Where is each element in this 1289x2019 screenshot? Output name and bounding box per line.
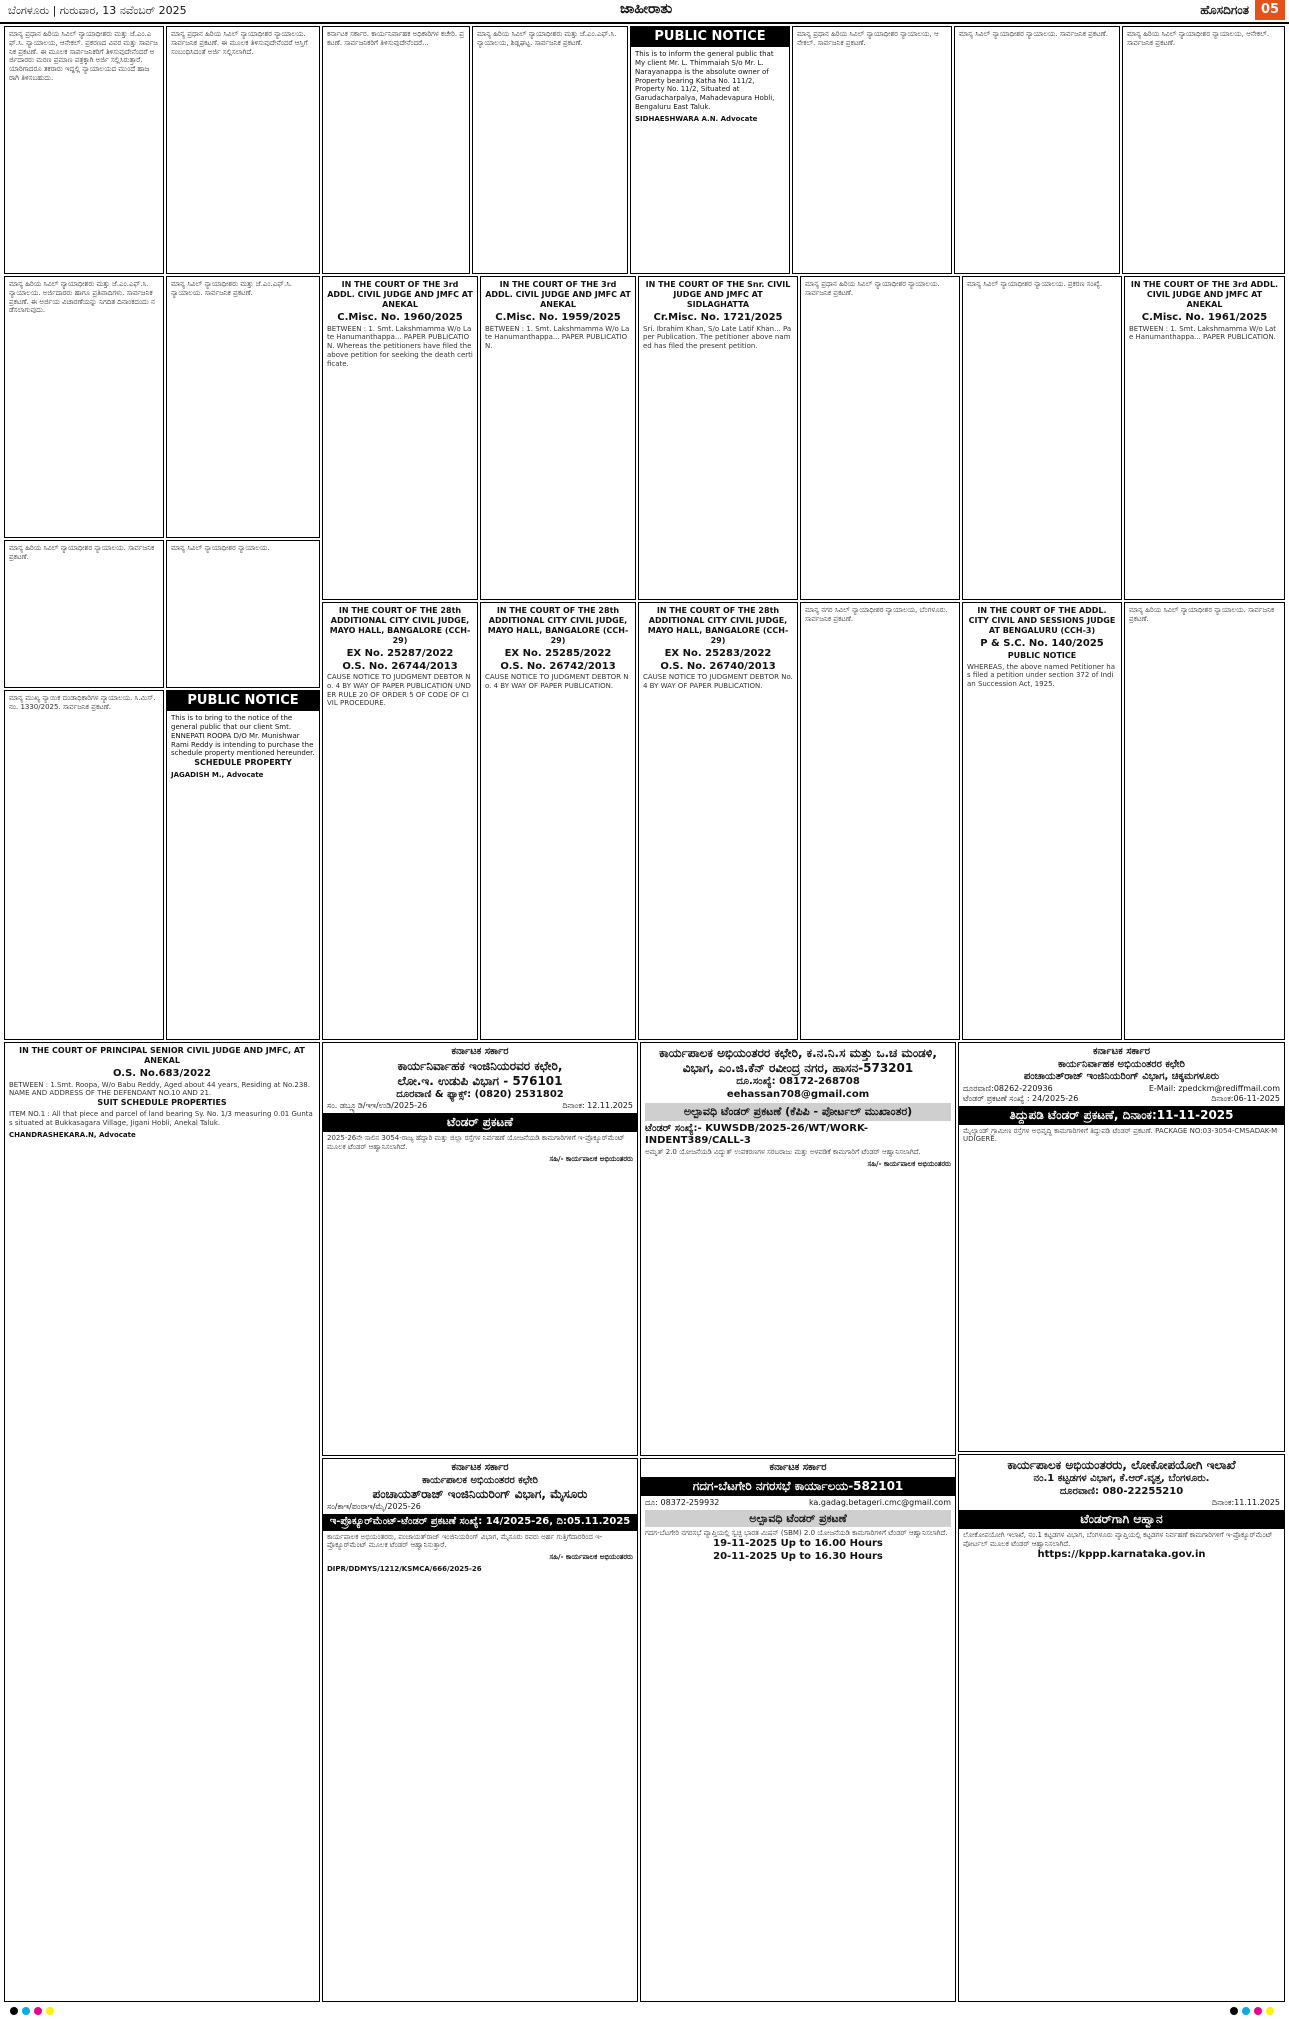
court-notice-5-schedule: SUIT SCHEDULE PROPERTIES xyxy=(97,1098,227,1107)
registration-dot xyxy=(46,2007,54,2015)
court-notice-5: IN THE COURT OF PRINCIPAL SENIOR CIVIL JUDGE AND JMFC, AT ANEKAL O.S. No.683/2022 BETWEEN : 1.Smt. Roopa, W/o Babu Reddy, Aged about 44 years, Residing at No.238. NAME AND ADDRESS OF THE DEFENDANT NO.10 AND 21. SUIT SCHEDULE PROPERTIES ITEM NO.1 : All that piece and parcel of land bearing Sy. No. 1/3 measuring 0.01 Guntas situated at Bukkasagara Village, Jigani Hobli, Anekal Taluk. CHANDRASHEKARA.N, Advocate xyxy=(4,1042,320,2002)
tender-2-signature: ಸಹಿ/- ಕಾರ್ಯಪಾಲಕ ಅಭಿಯಂತರರು xyxy=(867,1159,951,1168)
execution-notice-2-title: IN THE COURT OF THE 28th ADDITIONAL CITY CIVIL JUDGE, MAYO HALL, BANGALORE (CCH-29) xyxy=(487,606,629,645)
registration-dot xyxy=(1266,2007,1274,2015)
court-notice-3: IN THE COURT OF THE Snr. CIVIL JUDGE AND JMFC AT SIDLAGHATTA Cr.Misc. No. 1721/2025 Sri. Ibrahim Khan, S/o Late Latif Khan... Paper Publication. The petitioner above named has filed the present petition. xyxy=(638,276,798,600)
tender-5-email: E-Mail: zpedckm@rediffmail.com xyxy=(1148,1083,1280,1093)
execution-notice-3-title: IN THE COURT OF THE 28th ADDITIONAL CITY CIVIL JUDGE, MAYO HALL, BANGALORE (CCH-29) xyxy=(647,606,789,645)
tender-2-email: eehassan708@gmail.com xyxy=(726,1088,870,1100)
public-notice-1-title: PUBLIC NOTICE xyxy=(631,27,789,47)
public-notice-1-signature: SIDHAESHWARA A.N. Advocate xyxy=(635,114,758,123)
tender-4-date-2: 20-11-2025 Up to 16.30 Hours xyxy=(713,1550,883,1562)
court-notice-1-case: C.Misc. No. 1960/2025 xyxy=(337,312,463,323)
public-notice-2-schedule: SCHEDULE PROPERTY xyxy=(194,758,292,767)
public-notice-2-body: This is to bring to the notice of the general public that our client Smt. ENNEPATI ROOPA D/O Mr. Munishwar Rami Reddy is intending to purchase the schedule property mentioned hereunder. xyxy=(171,714,315,758)
execution-notice-3: IN THE COURT OF THE 28th ADDITIONAL CITY CIVIL JUDGE, MAYO HALL, BANGALORE (CCH-29) EX No. 25283/2022 O.S. No. 26740/2013 CAUSE NOTICE TO JUDGMENT DEBTOR No. 4 BY WAY OF PAPER PUBLICATION. xyxy=(638,602,798,1040)
execution-notice-2-os: O.S. No. 26742/2013 xyxy=(500,660,616,672)
execution-notice-3-case: EX No. 25283/2022 xyxy=(664,648,772,659)
tender-3-ref: ಸಂ/ಕಾಇ/ಪಂರಾಇ/ಮೈ/2025-26 xyxy=(327,1502,421,1511)
execution-notice-1-title: IN THE COURT OF THE 28th ADDITIONAL CITY CIVIL JUDGE, MAYO HALL, BANGALORE (CCH-29) xyxy=(329,606,471,645)
tender-6-dept: ನಂ.1 ಕಟ್ಟಡಗಳ ವಿಭಾಗ, ಕೆ.ಆರ್.ವೃತ್ತ, ಬೆಂಗಳೂರು. xyxy=(1033,1473,1210,1484)
kannada-notice-8: ಮಾನ್ಯ ಸಿವಿಲ್ ನ್ಯಾಯಾಧೀಶರ ನ್ಯಾಯಾಲಯ. ಸಾರ್ವಜನಿಕ ಪ್ರಕಟಣೆ. xyxy=(954,26,1120,274)
kannada-notice-6: ಮಾನ್ಯ ಹಿರಿಯ ಸಿವಿಲ್ ನ್ಯಾಯಾಧೀಶರು ಮತ್ತು ಜೆ.ಎಂ.ಎಫ್.ಸಿ. ನ್ಯಾಯಾಲಯ, ಶಿಡ್ಲಘಟ್ಟ. ಸಾರ್ವಜನಿಕ ಪ್ರಕಟಣೆ. xyxy=(472,26,628,274)
tender-2-number: ಟೆಂಡರ್ ಸಂಖ್ಯೆ:- KUWSDB/2025-26/WT/WORK-INDENT389/CALL-3 xyxy=(645,1122,869,1147)
court-notice-3-case: Cr.Misc. No. 1721/2025 xyxy=(653,312,783,323)
tender-4-email: ka.gadag.betageri.cmc@gmail.com xyxy=(808,1497,951,1507)
execution-notice-3-os: O.S. No. 26740/2013 xyxy=(660,660,776,672)
court-notice-5-signature: CHANDRASHEKARA.N, Advocate xyxy=(9,1130,136,1139)
tender-1-dept: ಲೋ.ಇ. ಉಡುಪಿ ವಿಭಾಗ - 576101 xyxy=(397,1073,563,1088)
page-number: 05 xyxy=(1255,0,1285,20)
court-notice-5-title: IN THE COURT OF PRINCIPAL SENIOR CIVIL JUDGE AND JMFC, AT ANEKAL xyxy=(19,1046,305,1065)
tender-4-org: ಕರ್ನಾಟಕ ಸರ್ಕಾರ xyxy=(769,1462,827,1473)
tender-6-portal: https://kppp.karnataka.gov.in xyxy=(1037,1548,1206,1560)
tender-3-dept: ಪಂಚಾಯತ್‌ರಾಜ್ ಇಂಜಿನಿಯರಿಂಗ್ ವಿಭಾಗ, ಮೈಸೂರು xyxy=(372,1487,588,1501)
tender-1-signature: ಸಹಿ/- ಕಾರ್ಯಪಾಲಕ ಅಭಿಯಂತರರು xyxy=(549,1154,633,1163)
court-notice-5-case: O.S. No.683/2022 xyxy=(113,1068,211,1079)
section-title: ಜಾಹೀರಾತು xyxy=(620,1,673,17)
public-notice-2 xyxy=(166,690,320,1040)
tender-5-office: ಕಾರ್ಯನಿರ್ವಾಹಕ ಅಭಿಯಂತರರ ಕಛೇರಿ xyxy=(1058,1058,1185,1070)
execution-notice-1-os: O.S. No. 26744/2013 xyxy=(342,660,458,672)
tender-2-phone: ದೂ.ಸಂಖ್ಯೆ: 08172-268708 xyxy=(736,1076,860,1087)
tender-notice-5: ಕರ್ನಾಟಕ ಸರ್ಕಾರ ಕಾರ್ಯನಿರ್ವಾಹಕ ಅಭಿಯಂತರರ ಕಛೇರಿ ಪಂಚಾಯತ್‌ರಾಜ್ ಇಂಜಿನಿಯರಿಂಗ್ ವಿಭಾಗ, ಚಿಕ್ಕಮಗಳೂರು ದೂರವಾಣಿ:08262-220936 E-Mail: zpedckm@rediffmail.com ಟೆಂಡರ್ ಪ್ರಕಟಣೆ ಸಂಖ್ಯೆ : 24/2025-26 ದಿನಾಂಕ:06-11-2025 ತಿದ್ದುಪಡಿ ಟೆಂಡರ್ ಪ್ರಕಟಣೆ, ದಿನಾಂಕ:11-11-2025 ಮೈಲ್ಯಾಂಡ್ ಗ್ರಾಮೀಣ ರಸ್ತೆಗಳ ಅಭಿವೃದ್ಧಿ ಕಾಮಗಾರಿಗಳಿಗೆ ತಿದ್ದುಪಡಿ ಟೆಂಡರ್ ಪ್ರಕಟಣೆ. PACKAGE NO:03-3054-CMSADAK-MUDIGERE. xyxy=(958,1042,1285,1452)
court-notice-6: IN THE COURT OF THE ADDL. CITY CIVIL AND SESSIONS JUDGE AT BENGALURU (CCH-3) P & S.C. No. 140/2025 PUBLIC NOTICE WHEREAS, the above named Petitioner has filed a petition under section 372 of Indian Succession Act, 1925. xyxy=(962,602,1122,1040)
registration-dot xyxy=(10,2007,18,2015)
tender-1-office: ಕಾರ್ಯನಿರ್ವಾಹಕ ಇಂಜಿನಿಯರವರ ಕಛೇರಿ, xyxy=(397,1058,563,1073)
tender-notice-3: ಕರ್ನಾಟಕ ಸರ್ಕಾರ ಕಾರ್ಯಪಾಲಕ ಅಭಿಯಂತರರ ಕಛೇರಿ ಪಂಚಾಯತ್‌ರಾಜ್ ಇಂಜಿನಿಯರಿಂಗ್ ವಿಭಾಗ, ಮೈಸೂರು ಸಂ/ಕಾಇ/ಪಂರಾಇ/ಮೈ/2025-26 ಇ-ಪ್ರೊಕ್ಯೂರ್‌ಮೆಂಟ್-ಟೆಂಡರ್ ಪ್ರಕಟಣೆ ಸಂಖ್ಯೆ: 14/2025-26, ದಿ:05.11.2025 ಕಾರ್ಯಪಾಲಕ ಅಭಿಯಂತರರು, ಪಂಚಾಯತ್‌ರಾಜ್ ಇಂಜಿನಿಯರಿಂಗ್ ವಿಭಾಗ, ಮೈಸೂರು ರವರು ಅರ್ಹ ಗುತ್ತಿಗೆದಾರರಿಂದ ಇ-ಪ್ರೊಕ್ಯೂರ್‌ಮೆಂಟ್ ಮೂಲಕ ಟೆಂಡರ್ ಆಹ್ವಾನಿಸುತ್ತಾರೆ. ಸಹಿ/- ಕಾರ್ಯಪಾಲಕ ಅಭಿಯಂತರರು DIPR/DDMYS/1212/KSMCA/666/2025-26 xyxy=(322,1458,638,2002)
tender-5-dept: ಪಂಚಾಯತ್‌ರಾಜ್ ಇಂಜಿನಿಯರಿಂಗ್ ವಿಭಾಗ, ಚಿಕ್ಕಮಗಳೂರು xyxy=(1023,1071,1220,1082)
tender-3-office: ಕಾರ್ಯಪಾಲಕ ಅಭಿಯಂತರರ ಕಛೇರಿ xyxy=(422,1474,538,1486)
registration-dot xyxy=(22,2007,30,2015)
kannada-notice-1: ಮಾನ್ಯ ಪ್ರಧಾನ ಹಿರಿಯ ಸಿವಿಲ್ ನ್ಯಾಯಾಧೀಶರು ಮತ್ತು ಜೆ.ಎಂ.ಎಫ್.ಸಿ. ನ್ಯಾಯಾಲಯ, ಆನೇಕಲ್. ಪ್ರಕರಣದ ವಿವರ ಮತ್ತು ಸಾರ್ವಜನಿಕ ಪ್ರಕಟಣೆ. ಈ ಮೂಲಕ ಸಾರ್ವಜನಿಕರಿಗೆ ತಿಳಿಸುವುದೇನೆಂದರೆ ಅರ್ಜಿದಾರರು ಮರಣ ಪ್ರಮಾಣ ಪತ್ರಕ್ಕಾಗಿ ಅರ್ಜಿ ಸಲ್ಲಿಸಿರುತ್ತಾರೆ. ಯಾರಿಗಾದರೂ ತಕರಾರು ಇದ್ದಲ್ಲಿ ನ್ಯಾಯಾಲಯದ ಮುಂದೆ ಹಾಜರಾಗಿ ತಿಳಿಸಬಹುದು. xyxy=(4,26,164,274)
registration-dot xyxy=(1230,2007,1238,2015)
tender-3-heading: ಇ-ಪ್ರೊಕ್ಯೂರ್‌ಮೆಂಟ್-ಟೆಂಡರ್ ಪ್ರಕಟಣೆ ಸಂಖ್ಯೆ: 14/2025-26, ದಿ:05.11.2025 xyxy=(323,1514,637,1531)
kannada-notice-2: ಮಾನ್ಯ ಹಿರಿಯ ಸಿವಿಲ್ ನ್ಯಾಯಾಧೀಶರು ಮತ್ತು ಜೆ.ಎಂ.ಎಫ್.ಸಿ. ನ್ಯಾಯಾಲಯ. ಅರ್ಜಿದಾರರು ಹಾಗೂ ಪ್ರತಿವಾದಿಗಳು. ಸಾರ್ವಜನಿಕ ಪ್ರಕಟಣೆ. ಈ ಅರ್ಜಿಯ ವಿಚಾರಣೆಯನ್ನು ನಿಗದಿತ ದಿನಾಂಕದಂದು ನಡೆಸಲಾಗುವುದು. xyxy=(4,276,164,538)
tender-1-date: ದಿನಾಂಕ: 12.11.2025 xyxy=(562,1101,633,1110)
court-notice-2-title: IN THE COURT OF THE 3rd ADDL. CIVIL JUDGE AND JMFC AT ANEKAL xyxy=(485,280,631,309)
court-notice-1: IN THE COURT OF THE 3rd ADDL. CIVIL JUDGE AND JMFC AT ANEKAL C.Misc. No. 1960/2025 BETWEEN : 1. Smt. Lakshmamma W/o Late Hanumanthappa... PAPER PUBLICATION. Whereas the petitioners have filed the above petition for seeking the death certificate. xyxy=(322,276,478,600)
tender-4-heading: ಅಲ್ಪಾವಧಿ ಟೆಂಡರ್ ಪ್ರಕಟಣೆ xyxy=(645,1510,951,1528)
tender-3-signature: ಸಹಿ/- ಕಾರ್ಯಪಾಲಕ ಅಭಿಯಂತರರು xyxy=(549,1553,633,1561)
court-notice-3-title: IN THE COURT OF THE Snr. CIVIL JUDGE AND JMFC AT SIDLAGHATTA xyxy=(645,280,791,309)
tender-3-code: DIPR/DDMYS/1212/KSMCA/666/2025-26 xyxy=(327,1564,482,1573)
kannada-notice-3: ಮಾನ್ಯ ಪ್ರಧಾನ ಹಿರಿಯ ಸಿವಿಲ್ ನ್ಯಾಯಾಧೀಶರ ನ್ಯಾಯಾಲಯ. ಸಾರ್ವಜನಿಕ ಪ್ರಕಟಣೆ. ಈ ಮೂಲಕ ತಿಳಿಸುವುದೇನೆಂದರೆ ಆಸ್ತಿಗೆ ಸಂಬಂಧಿಸಿದಂತೆ ಅರ್ಜಿ ಸಲ್ಲಿಸಲಾಗಿದೆ. xyxy=(166,26,320,274)
execution-notice-1: IN THE COURT OF THE 28th ADDITIONAL CITY CIVIL JUDGE, MAYO HALL, BANGALORE (CCH-29) EX No. 25287/2022 O.S. No. 26744/2013 CAUSE NOTICE TO JUDGMENT DEBTOR No. 4 BY WAY OF PAPER PUBLICATION UNDER RULE 20 OF ORDER 5 OF CODE OF CIVIL PROCEDURE. xyxy=(322,602,478,1040)
court-notice-4: IN THE COURT OF THE 3rd ADDL. CIVIL JUDGE AND JMFC AT ANEKAL C.Misc. No. 1961/2025 BETWEEN : 1. Smt. Lakshmamma W/o Late Hanumanthappa... PAPER PUBLICATION. xyxy=(1124,276,1285,600)
kannada-notice-7: ಮಾನ್ಯ ಪ್ರಧಾನ ಹಿರಿಯ ಸಿವಿಲ್ ನ್ಯಾಯಾಧೀಶರ ನ್ಯಾಯಾಲಯ, ಆನೇಕಲ್. ಸಾರ್ವಜನಿಕ ಪ್ರಕಟಣೆ. xyxy=(792,26,952,274)
brand-logo: ಹೊಸದಿಗಂತ xyxy=(1200,3,1249,17)
tender-2-heading: ಅಲ್ಪಾವಧಿ ಟೆಂಡರ್ ಪ್ರಕಟಣೆ (ಕೆಪಿಪಿ - ಪೋರ್ಟಲ್ ಮುಖಾಂತರ) xyxy=(645,1103,951,1121)
public-notice-2-title: PUBLIC NOTICE xyxy=(167,691,319,711)
tender-6-office: ಕಾರ್ಯಪಾಲಕ ಅಭಿಯಂತರರು, ಲೋಕೋಪಯೋಗಿ ಇಲಾಖೆ xyxy=(1007,1458,1236,1472)
kannada-notice-5: ಕರ್ನಾಟಕ ಸರ್ಕಾರ. ಕಾರ್ಯನಿರ್ವಾಹಕ ಅಧಿಕಾರಿಗಳ ಕಚೇರಿ. ಪ್ರಕಟಣೆ. ಸಾರ್ವಜನಿಕರಿಗೆ ತಿಳಿಸುವುದೇನೆಂದರೆ... xyxy=(322,26,470,274)
tender-5-org: ಕರ್ನಾಟಕ ಸರ್ಕಾರ xyxy=(1092,1046,1151,1057)
kannada-notice-11: ಮಾನ್ಯ ಸಿವಿಲ್ ನ್ಯಾಯಾಧೀಶರ ನ್ಯಾಯಾಲಯ. ಪ್ರಕರಣ ಸಂಖ್ಯೆ. xyxy=(962,276,1122,600)
execution-notice-1-case: EX No. 25287/2022 xyxy=(346,648,454,659)
court-notice-4-case: C.Misc. No. 1961/2025 xyxy=(1141,312,1268,323)
public-notice-1 xyxy=(630,26,790,274)
court-notice-2: IN THE COURT OF THE 3rd ADDL. CIVIL JUDGE AND JMFC AT ANEKAL C.Misc. No. 1959/2025 BETWEEN : 1. Smt. Lakshmamma W/o Late Hanumanthappa... PAPER PUBLICATION. xyxy=(480,276,636,600)
public-notice-2-signature: JAGADISH M., Advocate xyxy=(171,771,264,779)
tender-notice-6: ಕಾರ್ಯಪಾಲಕ ಅಭಿಯಂತರರು, ಲೋಕೋಪಯೋಗಿ ಇಲಾಖೆ ನಂ.1 ಕಟ್ಟಡಗಳ ವಿಭಾಗ, ಕೆ.ಆರ್.ವೃತ್ತ, ಬೆಂಗಳೂರು. ದೂರವಾಣಿ: 080-22255210 ದಿನಾಂಕ:11.11.2025 ಟೆಂಡರ್‌ಗಾಗಿ ಆಹ್ವಾನ ಲೋಕೋಪಯೋಗಿ ಇಲಾಖೆ, ನಂ.1 ಕಟ್ಟಡಗಳ ವಿಭಾಗ, ಬೆಂಗಳೂರು ವ್ಯಾಪ್ತಿಯಲ್ಲಿ ಕಟ್ಟಡಗಳ ನಿರ್ವಹಣೆ ಕಾಮಗಾರಿಗಳಿಗೆ ಇ-ಪ್ರೊಕ್ಯೂರ್‌ಮೆಂಟ್ ಪೋರ್ಟಲ್ ಮೂಲಕ ಟೆಂಡರ್ ಆಹ್ವಾನಿಸಲಾಗಿದೆ. https://kppp.karnataka.gov.in xyxy=(958,1454,1285,2002)
tender-5-phone: ದೂರವಾಣಿ:08262-220936 xyxy=(963,1083,1053,1093)
tender-2-office: ಕಾರ್ಯಪಾಲಕ ಅಭಿಯಂತರರ ಕಛೇರಿ, ಕ.ನ.ನಿ.ಸ ಮತ್ತು ಒ.ಚ ಮಂಡಳಿ, ವಿಭಾಗ, ಎಂ.ಜಿ.ಕೆನ್ ರವೀಂದ್ರ ನಗರ, ಹಾಸನ-573201 xyxy=(659,1046,937,1075)
tender-6-phone: ದೂರವಾಣಿ: 080-22255210 xyxy=(1059,1485,1184,1497)
tender-1-phone: ದೂರವಾಣಿ & ಫ್ಯಾಕ್ಸ್: (0820) 2531802 xyxy=(396,1088,564,1100)
kannada-notice-14: ಮಾನ್ಯ ಮುಖ್ಯ ನ್ಯಾಯಿಕ ದಂಡಾಧಿಕಾರಿಗಳ ನ್ಯಾಯಾಲಯ. ಸಿ.ಮಿಸ್. ನಂ. 1330/2025. ಸಾರ್ವಜನಿಕ ಪ್ರಕಟಣೆ. xyxy=(4,690,164,1040)
tender-6-date: ದಿನಾಂಕ:11.11.2025 xyxy=(1211,1498,1280,1507)
execution-notice-2-case: EX No. 25285/2022 xyxy=(504,648,612,659)
kannada-notice-9: ಮಾನ್ಯ ಹಿರಿಯ ಸಿವಿಲ್ ನ್ಯಾಯಾಧೀಶರ ನ್ಯಾಯಾಲಯ, ಆನೇಕಲ್. ಸಾರ್ವಜನಿಕ ಪ್ರಕಟಣೆ. xyxy=(1122,26,1285,274)
tender-notice-4: ಕರ್ನಾಟಕ ಸರ್ಕಾರ ಗದಗ-ಬೆಟಗೇರಿ ನಗರಸಭೆ ಕಾರ್ಯಾಲಯ-582101 ದೂ: 08372-259932 ka.gadag.betageri.cmc@gmail.com ಅಲ್ಪಾವಧಿ ಟೆಂಡರ್ ಪ್ರಕಟಣೆ ಗದಗ-ಬೆಟಗೇರಿ ನಗರಸಭೆ ವ್ಯಾಪ್ತಿಯಲ್ಲಿ ಸ್ವಚ್ಛ ಭಾರತ ಮಿಷನ್ (SBM) 2.0 ಯೋಜನೆಯಡಿ ಕಾಮಗಾರಿಗಳಿಗೆ ಟೆಂಡರ್ ಆಹ್ವಾನಿಸಲಾಗಿದೆ. 19-11-2025 Up to 16.00 Hours 20-11-2025 Up to 16.30 Hours xyxy=(640,1458,956,2002)
public-notice-1-body: This is to inform the general public that My client Mr. L. Thimmaiah S/o Mr. L. Narayanappa is the absolute owner of Property bearing Katha No. 111/2, Property No. 11/2, Situated at Garudacharpalya, Mahadevapura Hobli, Bengaluru East Taluk. xyxy=(635,50,775,111)
tender-notice-1: ಕರ್ನಾಟಕ ಸರ್ಕಾರ ಕಾರ್ಯನಿರ್ವಾಹಕ ಇಂಜಿನಿಯರವರ ಕಛೇರಿ, ಲೋ.ಇ. ಉಡುಪಿ ವಿಭಾಗ - 576101 ದೂರವಾಣಿ & ಫ್ಯಾಕ್ಸ್: (0820) 2531802 ಸಂ. ಡಬ್ಲ್ಯೂಡಿ/ಇಇ/ಉಡಿ/2025-26 ದಿನಾಂಕ: 12.11.2025 ಟೆಂಡರ್ ಪ್ರಕಟಣೆ 2025-26ನೇ ಸಾಲಿನ 3054-ರಾಜ್ಯ ಹೆದ್ದಾರಿ ಮತ್ತು ಜಿಲ್ಲಾ ರಸ್ತೆಗಳ ನಿರ್ವಹಣೆ ಯೋಜನೆಯಡಿ ಕಾಮಗಾರಿಗಳಿಗೆ ಇ-ಪ್ರೊಕ್ಯೂರ್‌ಮೆಂಟ್ ಮೂಲಕ ಟೆಂಡರ್ ಆಹ್ವಾನಿಸಲಾಗಿದೆ. ಸಹಿ/- ಕಾರ್ಯಪಾಲಕ ಅಭಿಯಂತರರು xyxy=(322,1042,638,1456)
court-notice-6-title: IN THE COURT OF THE ADDL. CITY CIVIL AND SESSIONS JUDGE AT BENGALURU (CCH-3) xyxy=(968,606,1116,635)
kannada-notice-10: ಮಾನ್ಯ ಪ್ರಧಾನ ಹಿರಿಯ ಸಿವಿಲ್ ನ್ಯಾಯಾಧೀಶರ ನ್ಯಾಯಾಲಯ. ಸಾರ್ವಜನಿಕ ಪ್ರಕಟಣೆ. xyxy=(800,276,960,600)
tender-6-heading: ಟೆಂಡರ್‌ಗಾಗಿ ಆಹ್ವಾನ xyxy=(959,1510,1284,1529)
court-notice-6-case: P & S.C. No. 140/2025 xyxy=(980,638,1104,649)
tender-1-ref: ಸಂ. ಡಬ್ಲ್ಯೂಡಿ/ಇಇ/ಉಡಿ/2025-26 xyxy=(327,1101,428,1110)
court-notice-6-heading: PUBLIC NOTICE xyxy=(1007,650,1077,660)
tender-4-phone: ದೂ: 08372-259932 xyxy=(645,1497,720,1507)
tender-4-office: ಗದಗ-ಬೆಟಗೇರಿ ನಗರಸಭೆ ಕಾರ್ಯಾಲಯ-582101 xyxy=(641,1477,955,1496)
tender-1-org: ಕರ್ನಾಟಕ ಸರ್ಕಾರ xyxy=(451,1046,509,1057)
kannada-notice-12: ಮಾನ್ಯ ಹಿರಿಯ ಸಿವಿಲ್ ನ್ಯಾಯಾಧೀಶರ ನ್ಯಾಯಾಲಯ. ಸಾರ್ವಜನಿಕ ಪ್ರಕಟಣೆ. xyxy=(4,540,164,688)
kannada-notice-4: ಮಾನ್ಯ ಸಿವಿಲ್ ನ್ಯಾಯಾಧೀಶರು ಮತ್ತು ಜೆ.ಎಂ.ಎಫ್.ಸಿ. ನ್ಯಾಯಾಲಯ. ಸಾರ್ವಜನಿಕ ಪ್ರಕಟಣೆ. xyxy=(166,276,320,538)
edition-date: ಬೆಂಗಳೂರು | ಗುರುವಾರ, 13 ನವೆಂಬರ್ 2025 xyxy=(8,4,187,17)
registration-dot xyxy=(1242,2007,1250,2015)
kannada-notice-13: ಮಾನ್ಯ ಸಿವಿಲ್ ನ್ಯಾಯಾಧೀಶರ ನ್ಯಾಯಾಲಯ. xyxy=(166,540,320,688)
registration-dot xyxy=(34,2007,42,2015)
court-notice-1-title: IN THE COURT OF THE 3rd ADDL. CIVIL JUDGE AND JMFC AT ANEKAL xyxy=(327,280,473,309)
registration-dot xyxy=(1254,2007,1262,2015)
tender-notice-2: ಕಾರ್ಯಪಾಲಕ ಅಭಿಯಂತರರ ಕಛೇರಿ, ಕ.ನ.ನಿ.ಸ ಮತ್ತು ಒ.ಚ ಮಂಡಳಿ, ವಿಭಾಗ, ಎಂ.ಜಿ.ಕೆನ್ ರವೀಂದ್ರ ನಗರ, ಹಾಸನ-573201 ದೂ.ಸಂಖ್ಯೆ: 08172-268708 eehassan708@gmail.com ಅಲ್ಪಾವಧಿ ಟೆಂಡರ್ ಪ್ರಕಟಣೆ (ಕೆಪಿಪಿ - ಪೋರ್ಟಲ್ ಮುಖಾಂತರ) ಟೆಂಡರ್ ಸಂಖ್ಯೆ:- KUWSDB/2025-26/WT/WORK-INDENT389/CALL-3 ಅಮೃತ್ 2.0 ಯೋಜನೆಯಡಿ ವಿದ್ಯುತ್ ಉಪಕರಣಗಳ ಸರಬರಾಜು ಮತ್ತು ಅಳವಡಿಕೆ ಕಾಮಗಾರಿಗೆ ಟೆಂಡರ್ ಆಹ್ವಾನಿಸಲಾಗಿದೆ. ಸಹಿ/- ಕಾರ್ಯಪಾಲಕ ಅಭಿಯಂತರರು xyxy=(640,1042,956,1456)
tender-1-heading: ಟೆಂಡರ್ ಪ್ರಕಟಣೆ xyxy=(323,1113,637,1132)
tender-5-date: ದಿನಾಂಕ:06-11-2025 xyxy=(1211,1093,1280,1103)
kannada-notice-15: ಮಾನ್ಯ ನಗರ ಸಿವಿಲ್ ನ್ಯಾಯಾಧೀಶರ ನ್ಯಾಯಾಲಯ, ಬೆಂಗಳೂರು. ಸಾರ್ವಜನಿಕ ಪ್ರಕಟಣೆ. xyxy=(800,602,960,1040)
tender-5-heading: ತಿದ್ದುಪಡಿ ಟೆಂಡರ್ ಪ್ರಕಟಣೆ, ದಿನಾಂಕ:11-11-2025 xyxy=(959,1106,1284,1125)
court-notice-4-title: IN THE COURT OF THE 3rd ADDL. CIVIL JUDGE AND JMFC AT ANEKAL xyxy=(1130,280,1279,309)
page-header xyxy=(0,0,1289,24)
kannada-notice-16: ಮಾನ್ಯ ಹಿರಿಯ ಸಿವಿಲ್ ನ್ಯಾಯಾಧೀಶರ ನ್ಯಾಯಾಲಯ. ಸಾರ್ವಜನಿಕ ಪ್ರಕಟಣೆ. xyxy=(1124,602,1285,1040)
court-notice-2-case: C.Misc. No. 1959/2025 xyxy=(495,312,621,323)
tender-3-org: ಕರ್ನಾಟಕ ಸರ್ಕಾರ xyxy=(451,1462,509,1473)
execution-notice-2: IN THE COURT OF THE 28th ADDITIONAL CITY CIVIL JUDGE, MAYO HALL, BANGALORE (CCH-29) EX No. 25285/2022 O.S. No. 26742/2013 CAUSE NOTICE TO JUDGMENT DEBTOR No. 4 BY WAY OF PAPER PUBLICATION. xyxy=(480,602,636,1040)
tender-4-date-1: 19-11-2025 Up to 16.00 Hours xyxy=(713,1538,883,1549)
tender-5-number: ಟೆಂಡರ್ ಪ್ರಕಟಣೆ ಸಂಖ್ಯೆ : 24/2025-26 xyxy=(963,1093,1079,1103)
